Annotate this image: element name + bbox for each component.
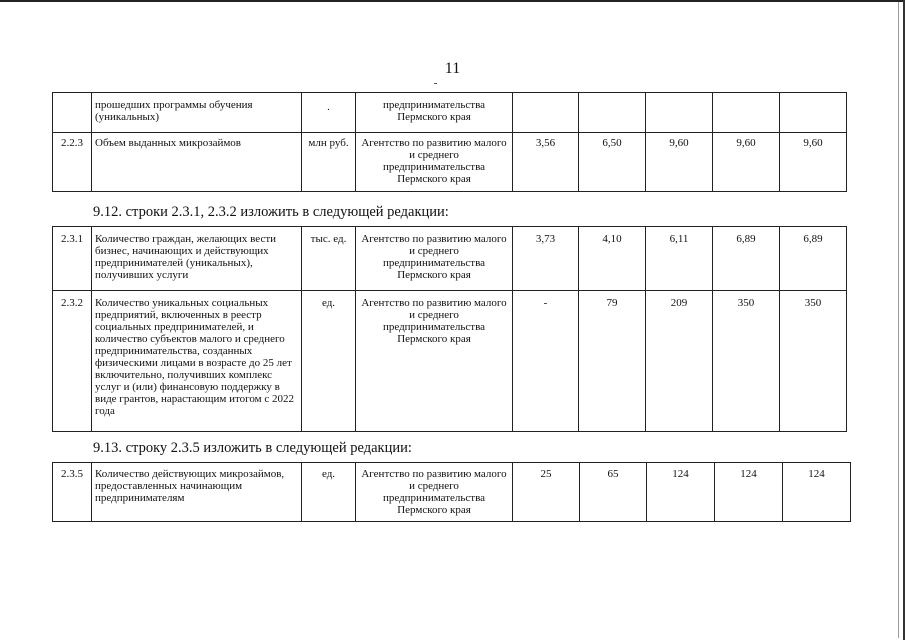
page-number: 11 (444, 60, 461, 77)
unit-cell: тыс. ед. (302, 227, 356, 291)
value-cell (579, 93, 646, 133)
value-cell: 9,60 (713, 133, 780, 192)
unit-cell: млн руб. (302, 133, 356, 192)
table-top (52, 92, 847, 192)
unit-mark: · (326, 104, 331, 116)
value-cell: 124 (647, 463, 715, 522)
table-row (53, 227, 847, 291)
row-number: 2.3.1 (53, 227, 92, 291)
scan-speck (434, 83, 437, 84)
unit-cell: ед. (302, 463, 356, 522)
value-cell: 209 (646, 291, 713, 432)
unit-cell: ед. (302, 291, 356, 432)
value-cell: 124 (715, 463, 783, 522)
value-cell: 9,60 (780, 133, 847, 192)
row-number (53, 93, 92, 133)
value-cell: 3,73 (513, 227, 579, 291)
value-cell: 9,60 (646, 133, 713, 192)
agency-cell: Агентство по развитию малого и среднего предпринимательства Пермского края (356, 227, 513, 291)
indicator-name: Количество уникальных социальных предприятий, включенных в реестр социальных предпринимателей, и количество субъектов малого и среднего предпринимательства, созданных физическими лицами в возрасте до 25 лет включительно, получивших комплекс услуг и (или) финансовую поддержку в виде грантов, нарастающим итогом с 2022 года (92, 291, 302, 432)
table-row (53, 93, 847, 133)
table-row (53, 463, 851, 522)
value-cell: 6,89 (713, 227, 780, 291)
agency-cell: предпринимательства Пермского края (356, 93, 513, 133)
value-cell: 4,10 (579, 227, 646, 291)
value-cell: 79 (579, 291, 646, 432)
table-middle (52, 226, 847, 432)
value-cell (513, 93, 579, 133)
agency-cell: Агентство по развитию малого и среднего предпринимательства Пермского края (356, 291, 513, 432)
row-number: 2.2.3 (53, 133, 92, 192)
agency-cell: Агентство по развитию малого и среднего предпринимательства Пермского края (356, 463, 513, 522)
table-row (53, 291, 847, 432)
value-cell: 6,89 (780, 227, 847, 291)
table-row (53, 133, 847, 192)
unit-cell (302, 93, 356, 133)
table-bottom (52, 462, 851, 522)
value-cell: 350 (780, 291, 847, 432)
indicator-name: Объем выданных микрозаймов (92, 133, 302, 192)
value-cell: 3,56 (513, 133, 579, 192)
scan-edge-top (0, 0, 905, 2)
value-cell (646, 93, 713, 133)
value-cell: 6,50 (579, 133, 646, 192)
section-heading: 9.13. строку 2.3.5 изложить в следующей редакции: (93, 440, 412, 456)
value-cell: 350 (713, 291, 780, 432)
value-cell: - (513, 291, 579, 432)
indicator-name: Количество действующих микрозаймов, предоставленных начинающим предпринимателям (92, 463, 302, 522)
value-cell: 124 (783, 463, 851, 522)
agency-cell: Агентство по развитию малого и среднего предпринимательства Пермского края (356, 133, 513, 192)
value-cell: 25 (513, 463, 580, 522)
scan-edge-shadow (898, 2, 899, 638)
indicator-name: Количество граждан, желающих вести бизнес, начинающих и действующих предпринимателей (уникальных), получивших услуги (92, 227, 302, 291)
section-heading: 9.12. строки 2.3.1, 2.3.2 изложить в следующей редакции: (93, 204, 449, 220)
indicator-name: прошедших программы обучения (уникальных) (92, 93, 302, 133)
row-number: 2.3.5 (53, 463, 92, 522)
value-cell: 65 (580, 463, 647, 522)
value-cell (713, 93, 780, 133)
value-cell: 6,11 (646, 227, 713, 291)
value-cell (780, 93, 847, 133)
row-number: 2.3.2 (53, 291, 92, 432)
